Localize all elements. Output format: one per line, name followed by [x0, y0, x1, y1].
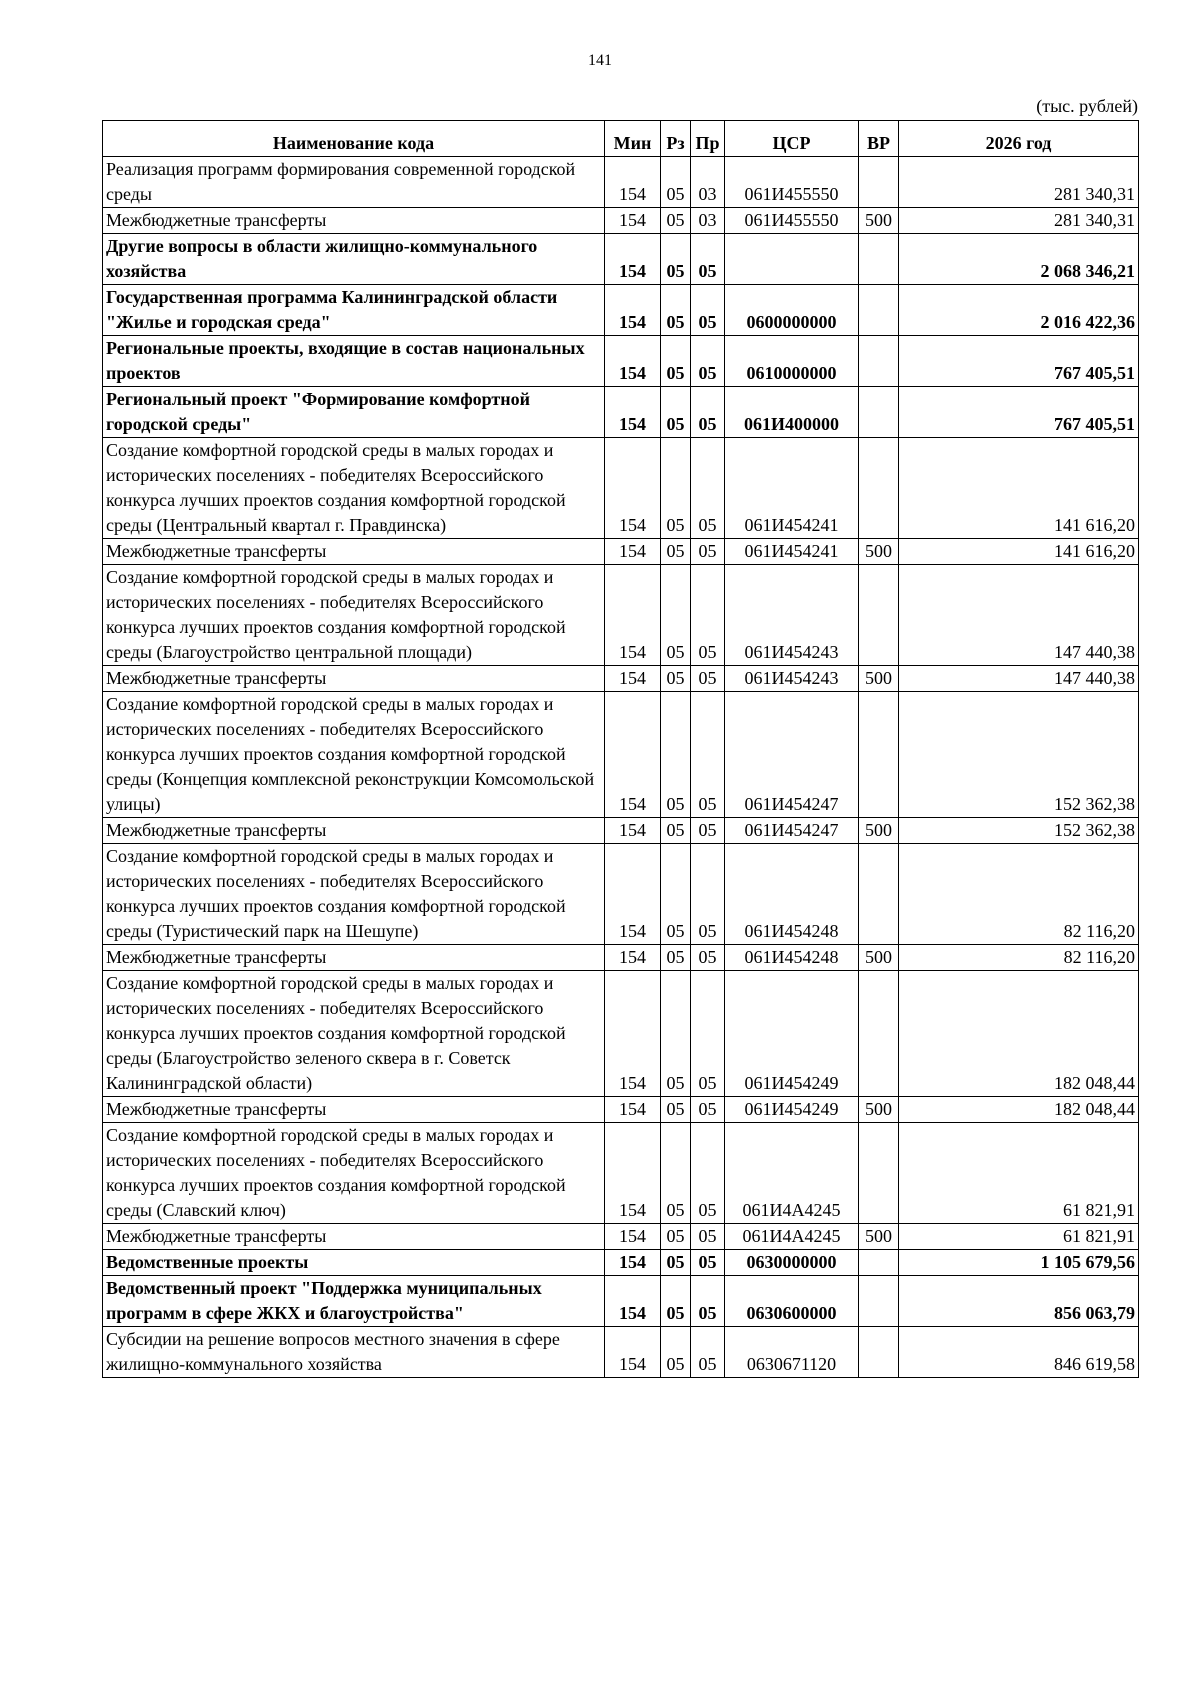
cell-value: 281 340,31 — [899, 157, 1139, 208]
cell-name: Межбюджетные трансферты — [103, 666, 605, 692]
table-row — [103, 438, 1139, 539]
header-year: 2026 год — [899, 121, 1139, 157]
cell-pr: 05 — [691, 1097, 725, 1123]
table-row — [103, 565, 1139, 666]
cell-pr: 05 — [691, 1327, 725, 1378]
cell-vr: 500 — [859, 945, 899, 971]
table-row — [103, 818, 1139, 844]
cell-vr: 500 — [859, 208, 899, 234]
cell-value: 61 821,91 — [899, 1123, 1139, 1224]
cell-value: 147 440,38 — [899, 666, 1139, 692]
cell-vr — [859, 336, 899, 387]
table-header-row — [103, 121, 1139, 157]
cell-pr: 05 — [691, 1224, 725, 1250]
cell-rz: 05 — [661, 565, 691, 666]
cell-pr: 05 — [691, 692, 725, 818]
cell-min: 154 — [605, 844, 661, 945]
table-body — [103, 157, 1139, 1378]
cell-min: 154 — [605, 387, 661, 438]
cell-name: Межбюджетные трансферты — [103, 818, 605, 844]
header-name: Наименование кода — [103, 121, 605, 157]
cell-pr: 05 — [691, 387, 725, 438]
cell-min: 154 — [605, 539, 661, 565]
cell-value: 152 362,38 — [899, 818, 1139, 844]
cell-vr — [859, 1276, 899, 1327]
cell-pr: 05 — [691, 818, 725, 844]
cell-min: 154 — [605, 336, 661, 387]
cell-rz: 05 — [661, 1250, 691, 1276]
cell-value: 856 063,79 — [899, 1276, 1139, 1327]
cell-value: 147 440,38 — [899, 565, 1139, 666]
cell-value: 141 616,20 — [899, 438, 1139, 539]
cell-csr: 0630600000 — [725, 1276, 859, 1327]
cell-rz: 05 — [661, 1123, 691, 1224]
cell-csr: 061И454247 — [725, 818, 859, 844]
cell-min: 154 — [605, 438, 661, 539]
cell-pr: 05 — [691, 285, 725, 336]
cell-min: 154 — [605, 1123, 661, 1224]
cell-name: Межбюджетные трансферты — [103, 1224, 605, 1250]
cell-rz: 05 — [661, 971, 691, 1097]
header-csr: ЦСР — [725, 121, 859, 157]
cell-value: 82 116,20 — [899, 844, 1139, 945]
cell-pr: 05 — [691, 1123, 725, 1224]
cell-min: 154 — [605, 1097, 661, 1123]
cell-rz: 05 — [661, 438, 691, 539]
table-row — [103, 692, 1139, 818]
cell-vr — [859, 234, 899, 285]
table-row — [103, 666, 1139, 692]
cell-rz: 05 — [661, 1276, 691, 1327]
cell-value: 1 105 679,56 — [899, 1250, 1139, 1276]
budget-table — [102, 120, 1139, 1378]
cell-min: 154 — [605, 1224, 661, 1250]
cell-csr: 061И455550 — [725, 157, 859, 208]
cell-vr: 500 — [859, 539, 899, 565]
cell-name: Создание комфортной городской среды в малых городах и исторических поселениях - победителях Всероссийского конкурса лучших проектов создания комфортной городской среды (Центральный квартал г. Правдинска) — [103, 438, 605, 539]
cell-vr: 500 — [859, 818, 899, 844]
cell-pr: 05 — [691, 336, 725, 387]
table-row — [103, 1123, 1139, 1224]
cell-csr: 061И4А4245 — [725, 1224, 859, 1250]
cell-csr: 061И454243 — [725, 565, 859, 666]
cell-value: 152 362,38 — [899, 692, 1139, 818]
cell-min: 154 — [605, 1327, 661, 1378]
cell-csr: 061И455550 — [725, 208, 859, 234]
cell-vr: 500 — [859, 1097, 899, 1123]
cell-name: Создание комфортной городской среды в малых городах и исторических поселениях - победителях Всероссийского конкурса лучших проектов создания комфортной городской среды (Туристический парк на Шешупе) — [103, 844, 605, 945]
table-row — [103, 1327, 1139, 1378]
cell-min: 154 — [605, 1276, 661, 1327]
cell-rz: 05 — [661, 844, 691, 945]
cell-pr: 05 — [691, 1250, 725, 1276]
cell-csr: 061И454243 — [725, 666, 859, 692]
cell-min: 154 — [605, 234, 661, 285]
cell-min: 154 — [605, 971, 661, 1097]
cell-rz: 05 — [661, 157, 691, 208]
cell-name: Создание комфортной городской среды в малых городах и исторических поселениях - победителях Всероссийского конкурса лучших проектов создания комфортной городской среды (Благоустройство центральной площади) — [103, 565, 605, 666]
table-row — [103, 971, 1139, 1097]
cell-name: Региональный проект "Формирование комфортной городской среды" — [103, 387, 605, 438]
cell-csr: 061И454241 — [725, 539, 859, 565]
cell-min: 154 — [605, 208, 661, 234]
table-row — [103, 387, 1139, 438]
cell-value: 141 616,20 — [899, 539, 1139, 565]
cell-pr: 05 — [691, 945, 725, 971]
cell-value: 2 068 346,21 — [899, 234, 1139, 285]
table-row — [103, 1250, 1139, 1276]
cell-rz: 05 — [661, 1327, 691, 1378]
cell-value: 767 405,51 — [899, 387, 1139, 438]
table-row — [103, 285, 1139, 336]
cell-name: Межбюджетные трансферты — [103, 539, 605, 565]
cell-value: 182 048,44 — [899, 971, 1139, 1097]
table-row — [103, 234, 1139, 285]
cell-rz: 05 — [661, 692, 691, 818]
cell-vr — [859, 438, 899, 539]
cell-rz: 05 — [661, 818, 691, 844]
page-number: 141 — [588, 52, 612, 69]
cell-vr — [859, 157, 899, 208]
cell-value: 767 405,51 — [899, 336, 1139, 387]
cell-name: Создание комфортной городской среды в малых городах и исторических поселениях - победителях Всероссийского конкурса лучших проектов создания комфортной городской среды (Концепция комплексной реконструкции Комсомольской улицы) — [103, 692, 605, 818]
cell-min: 154 — [605, 692, 661, 818]
cell-rz: 05 — [661, 234, 691, 285]
cell-min: 154 — [605, 565, 661, 666]
cell-csr: 0630000000 — [725, 1250, 859, 1276]
cell-pr: 03 — [691, 208, 725, 234]
cell-min: 154 — [605, 285, 661, 336]
cell-csr: 061И454248 — [725, 945, 859, 971]
header-rz: Рз — [661, 121, 691, 157]
cell-csr: 061И454248 — [725, 844, 859, 945]
cell-csr: 0610000000 — [725, 336, 859, 387]
table-row — [103, 1276, 1139, 1327]
cell-rz: 05 — [661, 285, 691, 336]
cell-name: Межбюджетные трансферты — [103, 208, 605, 234]
cell-name: Субсидии на решение вопросов местного значения в сфере жилищно-коммунального хозяйства — [103, 1327, 605, 1378]
header-vr: ВР — [859, 121, 899, 157]
table-row — [103, 539, 1139, 565]
table-row — [103, 945, 1139, 971]
cell-name: Региональные проекты, входящие в состав национальных проектов — [103, 336, 605, 387]
cell-csr: 061И454241 — [725, 438, 859, 539]
table-row — [103, 844, 1139, 945]
cell-vr — [859, 971, 899, 1097]
cell-rz: 05 — [661, 945, 691, 971]
cell-vr — [859, 285, 899, 336]
cell-csr: 0630671120 — [725, 1327, 859, 1378]
cell-rz: 05 — [661, 208, 691, 234]
cell-vr: 500 — [859, 666, 899, 692]
cell-csr: 061И400000 — [725, 387, 859, 438]
cell-csr: 061И4А4245 — [725, 1123, 859, 1224]
cell-name: Создание комфортной городской среды в малых городах и исторических поселениях - победителях Всероссийского конкурса лучших проектов создания комфортной городской среды (Славский ключ) — [103, 1123, 605, 1224]
cell-csr — [725, 234, 859, 285]
cell-value: 2 016 422,36 — [899, 285, 1139, 336]
cell-rz: 05 — [661, 666, 691, 692]
header-pr: Пр — [691, 121, 725, 157]
cell-vr — [859, 692, 899, 818]
cell-name: Ведомственные проекты — [103, 1250, 605, 1276]
cell-pr: 05 — [691, 539, 725, 565]
table-row — [103, 336, 1139, 387]
cell-value: 182 048,44 — [899, 1097, 1139, 1123]
cell-min: 154 — [605, 1250, 661, 1276]
cell-vr — [859, 844, 899, 945]
cell-pr: 05 — [691, 971, 725, 1097]
cell-name: Межбюджетные трансферты — [103, 945, 605, 971]
cell-name: Создание комфортной городской среды в малых городах и исторических поселениях - победителях Всероссийского конкурса лучших проектов создания комфортной городской среды (Благоустройство зеленого сквера в г. Советск Калининградской области) — [103, 971, 605, 1097]
table-row — [103, 208, 1139, 234]
cell-rz: 05 — [661, 1224, 691, 1250]
cell-vr — [859, 565, 899, 666]
cell-rz: 05 — [661, 336, 691, 387]
cell-vr — [859, 1123, 899, 1224]
cell-vr — [859, 387, 899, 438]
cell-csr: 061И454247 — [725, 692, 859, 818]
cell-name: Другие вопросы в области жилищно-коммунального хозяйства — [103, 234, 605, 285]
table-row — [103, 1097, 1139, 1123]
cell-pr: 05 — [691, 234, 725, 285]
cell-value: 846 619,58 — [899, 1327, 1139, 1378]
cell-name: Межбюджетные трансферты — [103, 1097, 605, 1123]
cell-pr: 05 — [691, 565, 725, 666]
header-min: Мин — [605, 121, 661, 157]
cell-min: 154 — [605, 666, 661, 692]
cell-rz: 05 — [661, 387, 691, 438]
cell-csr: 061И454249 — [725, 1097, 859, 1123]
cell-vr: 500 — [859, 1224, 899, 1250]
cell-pr: 05 — [691, 438, 725, 539]
cell-name: Государственная программа Калининградской области "Жилье и городская среда" — [103, 285, 605, 336]
table-row — [103, 1224, 1139, 1250]
cell-pr: 03 — [691, 157, 725, 208]
cell-name: Реализация программ формирования современной городской среды — [103, 157, 605, 208]
cell-csr: 061И454249 — [725, 971, 859, 1097]
cell-rz: 05 — [661, 1097, 691, 1123]
table-row — [103, 157, 1139, 208]
cell-pr: 05 — [691, 666, 725, 692]
cell-csr: 0600000000 — [725, 285, 859, 336]
cell-vr — [859, 1250, 899, 1276]
cell-value: 281 340,31 — [899, 208, 1139, 234]
cell-rz: 05 — [661, 539, 691, 565]
cell-name: Ведомственный проект "Поддержка муниципальных программ в сфере ЖКХ и благоустройства" — [103, 1276, 605, 1327]
units-label: (тыс. рублей) — [1036, 96, 1138, 116]
cell-vr — [859, 1327, 899, 1378]
cell-value: 61 821,91 — [899, 1224, 1139, 1250]
cell-pr: 05 — [691, 1276, 725, 1327]
cell-min: 154 — [605, 945, 661, 971]
cell-value: 82 116,20 — [899, 945, 1139, 971]
cell-min: 154 — [605, 818, 661, 844]
cell-min: 154 — [605, 157, 661, 208]
cell-pr: 05 — [691, 844, 725, 945]
